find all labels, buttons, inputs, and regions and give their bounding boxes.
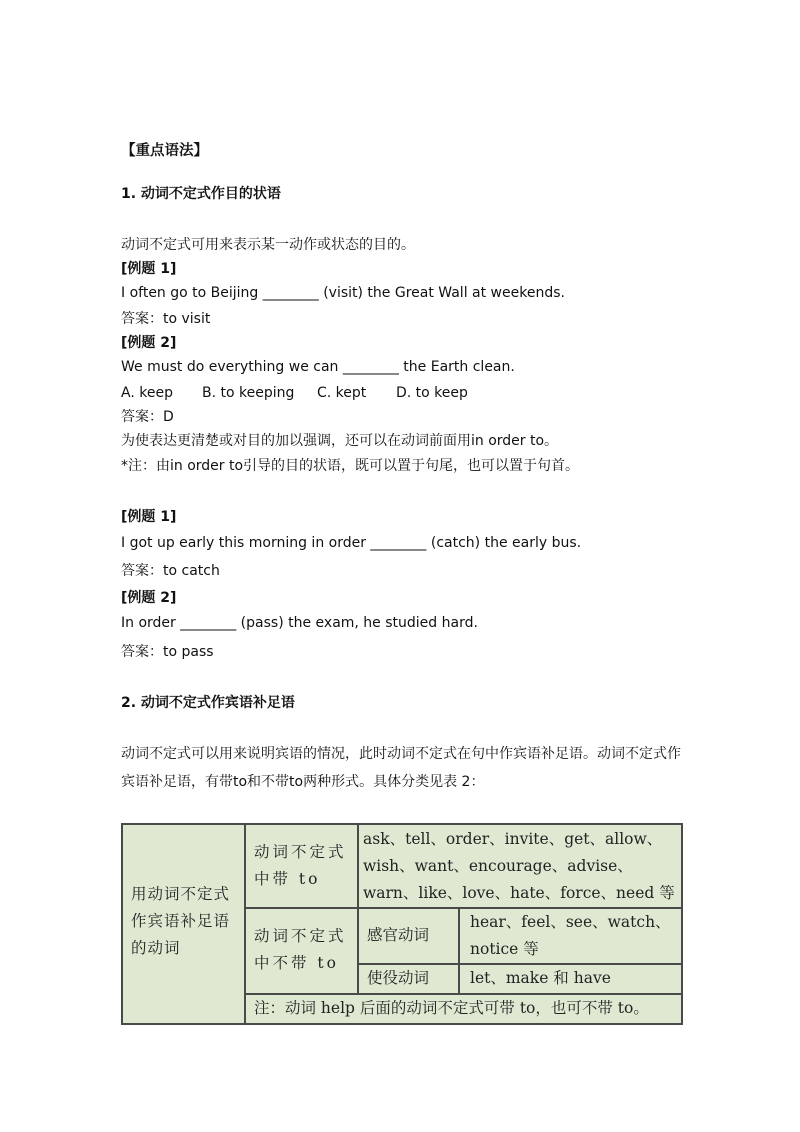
example-label: [例题 1] <box>121 509 177 525</box>
table-divider <box>357 963 681 965</box>
with-to-label: 动词不定式中带 to <box>246 825 357 907</box>
example-question: We must do everything we can ________ the Earth clean. <box>121 359 515 375</box>
example-question: In order ________ (pass) the exam, he studied hard. <box>121 615 478 631</box>
example-question: I got up early this morning in order ________ (catch) the early bus. <box>121 535 582 551</box>
example-answer: 答案：D <box>121 409 174 425</box>
option-c: C. kept <box>317 385 367 401</box>
table-divider <box>458 909 460 993</box>
example-label: [例题 2] <box>121 590 177 606</box>
causative-verbs-label: 使役动词 <box>359 965 458 993</box>
example-answer: 答案：to catch <box>121 563 220 579</box>
part1-intro: 动词不定式可用来表示某一动作或状态的目的。 <box>121 237 415 253</box>
option-b: B. to keeping <box>202 385 295 401</box>
table-divider <box>244 993 681 995</box>
table-divider <box>357 825 359 993</box>
option-a: A. keep <box>121 385 173 401</box>
sense-verbs: hear、feel、see、watch、notice 等 <box>460 909 681 963</box>
part2-paragraph: 动词不定式可以用来说明宾语的情况，此时动词不定式在句中作宾语补足语。动词不定式作宾语补足语，有带to和不带to两种形式。具体分类见表 2： <box>121 746 681 790</box>
verb-infinitive-table <box>121 823 683 1025</box>
example-answer: 答案：to pass <box>121 644 214 660</box>
table-left-header: 用动词不定式作宾语补足语的动词 <box>123 825 244 1023</box>
example-question: I often go to Beijing ________ (visit) the Great Wall at weekends. <box>121 285 565 301</box>
example-label: [例题 1] <box>121 261 177 277</box>
part2-heading: 2. 动词不定式作宾语补足语 <box>121 695 295 711</box>
emphasis-text: 为使表达更清楚或对目的加以强调，还可以在动词前面用in order to。 <box>121 433 559 449</box>
note-text: *注：由in order to引导的目的状语，既可以置于句尾，也可以置于句首。 <box>121 458 580 474</box>
section-title: 【重点语法】 <box>121 143 208 159</box>
without-to-label: 动词不定式中不带 to <box>246 909 357 993</box>
option-d: D. to keep <box>396 385 468 401</box>
table-divider <box>244 907 681 909</box>
table-note: 注：动词 help 后面的动词不定式可带 to，也可不带 to。 <box>246 995 681 1023</box>
example-answer: 答案：to visit <box>121 311 211 327</box>
example-label: [例题 2] <box>121 335 177 351</box>
part1-heading: 1. 动词不定式作目的状语 <box>121 186 281 202</box>
answer-options <box>121 384 468 402</box>
with-to-verbs: ask、tell、order、invite、get、allow、wish、want、encourage、advise、warn、like、love、hate、force、need 等 <box>359 825 681 907</box>
sense-verbs-label: 感官动词 <box>359 909 458 963</box>
causative-verbs: let、make 和 have <box>460 965 681 993</box>
